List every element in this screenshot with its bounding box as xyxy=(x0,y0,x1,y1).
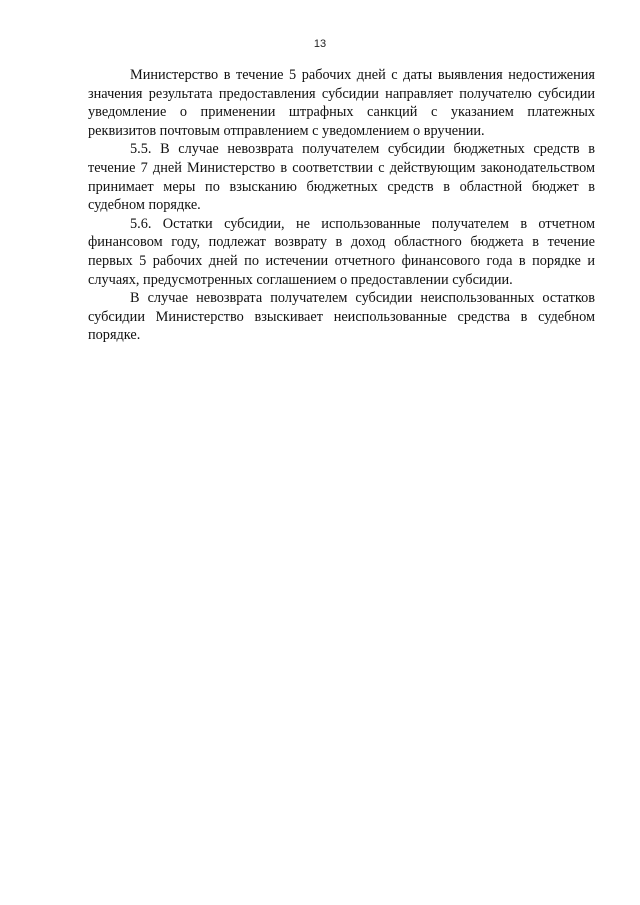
paragraph-5-5: 5.5. В случае невозврата получателем субсидии бюджетных средств в течение 7 дней Министерство в соответствии с действующим законодательством принимает меры по взысканию бюджетных средств в областной бюджет в судебном порядке. xyxy=(88,141,595,214)
page-number: 13 xyxy=(313,38,327,50)
paragraph-penalty-notice: Министерство в течение 5 рабочих дней с даты выявления недостижения значения результата предоставления субсидии направляет получателю субсидии уведомление о применении штрафных санкций с указанием платежных реквизитов почтовым отправлением с уведомлением о вручении. xyxy=(88,67,595,139)
paragraph-unused-balance: В случае невозврата получателем субсидии неиспользованных остатков субсидии Министерство взыскивает неиспользованные средства в судебном порядке. xyxy=(88,290,595,344)
document-body xyxy=(88,66,595,345)
paragraph-5-6: 5.6. Остатки субсидии, не использованные получателем в отчетном финансовом году, подлежат возврату в доход областного бюджета в течение первых 5 рабочих дней по истечении отчетного финансового года в порядке и случаях, предусмотренных соглашением о предоставлении субсидии. xyxy=(88,215,595,288)
